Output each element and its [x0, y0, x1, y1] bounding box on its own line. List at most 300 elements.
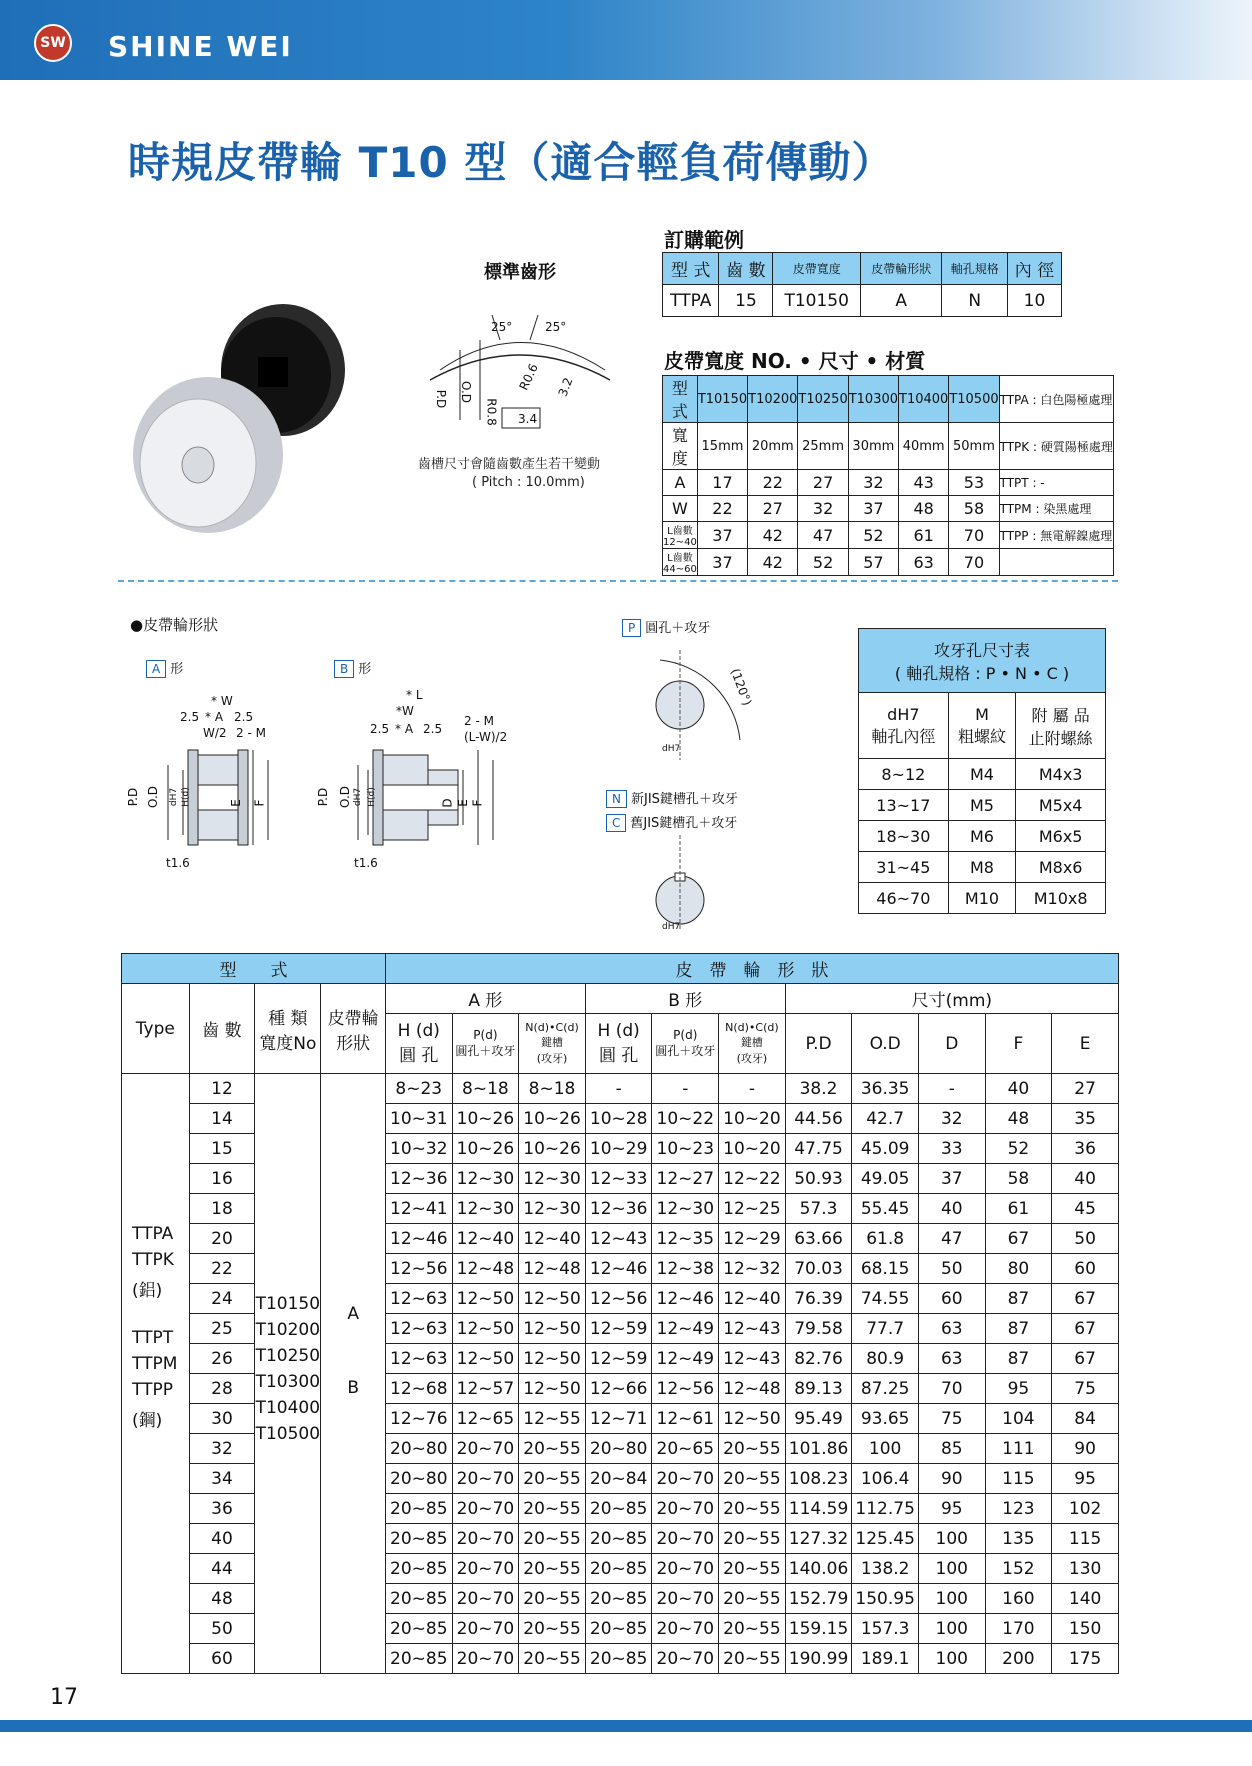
belt-cell: 25mm [798, 423, 848, 470]
table-cell: 20~55 [719, 1614, 786, 1644]
b-hd: H(d) [366, 787, 377, 807]
table-cell: 67 [1052, 1344, 1119, 1374]
table-cell: 93.65 [852, 1404, 919, 1434]
logo-icon: SW [34, 24, 72, 62]
table-cell: 12~30 [519, 1194, 586, 1224]
table-cell: 20~70 [452, 1434, 519, 1464]
table-cell: 12~36 [385, 1164, 452, 1194]
belt-cell: 42 [748, 549, 798, 576]
main-spec-table [121, 953, 1119, 1674]
teeth-cell: 26 [189, 1344, 255, 1374]
table-cell: 12~50 [519, 1374, 586, 1404]
belt-cell: 57 [848, 549, 898, 576]
teeth-cell: 32 [189, 1434, 255, 1464]
table-cell: 104 [985, 1404, 1052, 1434]
table-cell: 12~56 [652, 1374, 719, 1404]
table-cell: 12~65 [452, 1404, 519, 1434]
table-cell: 8~23 [385, 1074, 452, 1104]
h-form: 皮帶輪 形狀 [321, 984, 386, 1074]
bore-n-drawing [640, 835, 720, 930]
b-d: D [440, 798, 455, 808]
table-cell: 74.55 [852, 1284, 919, 1314]
table-cell: 58 [985, 1164, 1052, 1194]
bore-n-box: N [606, 790, 627, 808]
table-cell: 50 [1052, 1224, 1119, 1254]
table-cell: 12~71 [585, 1404, 652, 1434]
h-a-nd: N(d)•C(d) 鍵槽 (攻牙) [519, 1014, 586, 1074]
h-dim-od: O.D [852, 1014, 919, 1074]
h-b-pd: P(d) 圓孔＋攻牙 [652, 1014, 719, 1074]
table-cell: 12~76 [385, 1404, 452, 1434]
table-cell: 20~65 [652, 1434, 719, 1464]
tooth-profile-heading: 標準齒形 [484, 262, 556, 283]
teeth-cell: 14 [189, 1104, 255, 1134]
shape-b-tag [334, 658, 371, 678]
table-cell: 49.05 [852, 1164, 919, 1194]
table-cell: 12~50 [452, 1344, 519, 1374]
table-cell: 63.66 [785, 1224, 852, 1254]
table-cell: 50 [918, 1254, 985, 1284]
tap-h-dh7: dH7 軸孔內徑 [859, 693, 949, 759]
table-cell: 12~48 [452, 1254, 519, 1284]
belt-finish-note: TTPK : 硬質陽極處理 [999, 423, 1113, 470]
h-dim-f: F [985, 1014, 1052, 1074]
table-cell: 40 [985, 1074, 1052, 1104]
belt-cell: 22 [748, 470, 798, 496]
table-cell: 12~30 [519, 1164, 586, 1194]
r08-label: R0.8 [484, 398, 499, 426]
h-b-nd: N(d)•C(d) 鍵槽 (攻牙) [719, 1014, 786, 1074]
b-t: t1.6 [354, 856, 378, 870]
table-cell: 12~63 [385, 1284, 452, 1314]
table-cell: 20~55 [519, 1644, 586, 1674]
table-cell: 12~40 [719, 1284, 786, 1314]
b-m: 2 - M [464, 714, 494, 728]
a-dh7: dH7 [169, 787, 180, 807]
table-cell: 20~70 [452, 1614, 519, 1644]
table-cell: 20~55 [519, 1614, 586, 1644]
table-cell: 12~30 [452, 1164, 519, 1194]
table-cell: 20~70 [652, 1644, 719, 1674]
tap-cell: 46~70 [859, 883, 949, 914]
table-cell: 20~55 [519, 1494, 586, 1524]
table-cell: 12~30 [652, 1194, 719, 1224]
b-25b: 2.5 [423, 722, 443, 736]
table-cell: 10~29 [585, 1134, 652, 1164]
type-line: TTPP [132, 1380, 173, 1400]
belt-cell: 32 [798, 496, 848, 522]
table-cell: 12~63 [385, 1314, 452, 1344]
a-m: 2 - M [236, 726, 266, 740]
order-v-shape: A [860, 285, 942, 317]
table-cell: 112.75 [852, 1494, 919, 1524]
table-cell: 84 [1052, 1404, 1119, 1434]
table-cell: 61.8 [852, 1224, 919, 1254]
bore-angle: (120°) [728, 666, 755, 708]
belt-cell: 70 [949, 522, 999, 549]
b-a: * A [395, 722, 414, 736]
tap-cell: 8~12 [859, 759, 949, 790]
table-cell: 20~55 [719, 1524, 786, 1554]
table-cell: 111 [985, 1434, 1052, 1464]
table-cell: 10~26 [452, 1104, 519, 1134]
order-v-teeth: 15 [719, 285, 773, 317]
table-cell: 150 [1052, 1614, 1119, 1644]
table-cell: 10~20 [719, 1104, 786, 1134]
h-a-shape: A 形 [385, 984, 585, 1014]
tap-h-acc: 附 屬 品 止附螺絲 [1016, 693, 1106, 759]
a-25b: 2.5 [234, 710, 254, 724]
belt-width-row [663, 423, 1114, 470]
belt-cell: T10200 [748, 376, 798, 423]
kind-line: T10200 [255, 1320, 321, 1340]
shape-a-tag [146, 658, 183, 678]
table-cell: - [918, 1074, 985, 1104]
table-cell: 130 [1052, 1554, 1119, 1584]
form-cell [321, 1074, 386, 1674]
tap-row [859, 790, 1106, 821]
table-cell: 12~43 [719, 1314, 786, 1344]
type-line: (鋼) [132, 1411, 163, 1431]
table-cell: 79.58 [785, 1314, 852, 1344]
tap-h-m: M 粗螺紋 [948, 693, 1016, 759]
pd-label: P.D [434, 389, 449, 409]
belt-cell: 52 [848, 522, 898, 549]
table-cell: 12~63 [385, 1344, 452, 1374]
belt-cell: 30mm [848, 423, 898, 470]
teeth-cell: 44 [189, 1554, 255, 1584]
table-cell: 20~80 [385, 1464, 452, 1494]
table-cell: 12~49 [652, 1344, 719, 1374]
table-cell: 12~43 [719, 1344, 786, 1374]
table-cell: 12~35 [652, 1224, 719, 1254]
a-w2: W/2 [203, 726, 227, 740]
table-cell: 48 [985, 1104, 1052, 1134]
order-v-inner: 10 [1007, 285, 1061, 317]
table-cell: 12~49 [652, 1314, 719, 1344]
table-cell: 20~70 [652, 1554, 719, 1584]
h-dims: 尺寸(mm) [785, 984, 1118, 1014]
table-cell: 10~26 [452, 1134, 519, 1164]
table-cell: 67 [985, 1224, 1052, 1254]
order-example-table [662, 252, 1062, 317]
h-model: 型 式 [122, 954, 386, 984]
teeth-cell: 25 [189, 1314, 255, 1344]
belt-row-label: 寬 度 [663, 423, 698, 470]
a-e: E [228, 799, 243, 807]
table-cell: 100 [918, 1524, 985, 1554]
a-25a: 2.5 [180, 710, 200, 724]
table-cell: 95 [918, 1494, 985, 1524]
a-t: t1.6 [166, 856, 190, 870]
brand-name: SHINE WEI [108, 30, 293, 63]
a-f: F [252, 799, 267, 807]
table-cell: 20~85 [385, 1584, 452, 1614]
belt-cell: 53 [949, 470, 999, 496]
table-cell: 55.45 [852, 1194, 919, 1224]
belt-finish-note: TTPT : - [999, 470, 1113, 496]
silver-pulley-image [133, 377, 283, 533]
order-h-width: 皮帶寬度 [773, 253, 860, 285]
table-cell: 12~56 [385, 1254, 452, 1284]
table-cell: 12~50 [719, 1404, 786, 1434]
h-a-pd: P(d) 圓孔＋攻牙 [452, 1014, 519, 1074]
tap-cell: M8 [948, 852, 1016, 883]
table-cell: 101.86 [785, 1434, 852, 1464]
tooth-note: 齒槽尺寸會隨齒數產生若干變動 [418, 457, 601, 472]
table-cell: 100 [918, 1614, 985, 1644]
table-cell: 159.15 [785, 1614, 852, 1644]
table-cell: 12~57 [452, 1374, 519, 1404]
teeth-cell: 28 [189, 1374, 255, 1404]
pitch-note: ( Pitch : 10.0mm) [472, 475, 585, 490]
table-cell: 20~70 [452, 1584, 519, 1614]
table-cell: 52 [985, 1134, 1052, 1164]
table-cell: 170 [985, 1614, 1052, 1644]
teeth-cell: 24 [189, 1284, 255, 1314]
table-cell: 36 [1052, 1134, 1119, 1164]
belt-finish-note: TTPM : 染黑處理 [999, 496, 1113, 522]
table-cell: 20~55 [519, 1584, 586, 1614]
h-dim-d: D [918, 1014, 985, 1074]
tap-cell: 13~17 [859, 790, 949, 821]
tap-row [859, 821, 1106, 852]
table-cell: 20~85 [385, 1524, 452, 1554]
belt-cell: 15mm [697, 423, 747, 470]
order-v-model: TTPA [663, 285, 719, 317]
b-lw2: (L-W)/2 [464, 730, 508, 744]
table-cell: 12~40 [519, 1224, 586, 1254]
shape-b-label: 形 [358, 662, 372, 677]
table-cell: 20~84 [585, 1464, 652, 1494]
belt-cell: 58 [949, 496, 999, 522]
teeth-cell: 18 [189, 1194, 255, 1224]
table-cell: 75 [1052, 1374, 1119, 1404]
table-cell: 20~70 [452, 1494, 519, 1524]
belt-row-label: L齒數44~60 [663, 549, 698, 576]
belt-cell: 37 [697, 522, 747, 549]
order-example-heading: 訂購範例 [664, 228, 744, 252]
table-cell: 95.49 [785, 1404, 852, 1434]
table-cell: 150.95 [852, 1584, 919, 1614]
table-cell: 20~85 [585, 1644, 652, 1674]
belt-width-heading: 皮帶寬度 NO. • 尺寸 • 材質 [664, 349, 926, 373]
kind-cell [255, 1074, 321, 1674]
table-cell: 10~26 [519, 1104, 586, 1134]
table-cell: 10~23 [652, 1134, 719, 1164]
table-cell: 152.79 [785, 1584, 852, 1614]
table-cell: 10~26 [519, 1134, 586, 1164]
table-cell: 82.76 [785, 1344, 852, 1374]
table-row [122, 1074, 1119, 1104]
order-v-bore: N [942, 285, 1008, 317]
table-cell: 12~46 [652, 1284, 719, 1314]
table-cell: 87 [985, 1284, 1052, 1314]
table-cell: 20~85 [385, 1554, 452, 1584]
tap-cell: M5x4 [1016, 790, 1106, 821]
bore-n-tag [606, 788, 738, 808]
table-cell: 50.93 [785, 1164, 852, 1194]
h-type: Type [122, 984, 190, 1074]
table-cell: 12~32 [719, 1254, 786, 1284]
a-a: * A [205, 710, 224, 724]
table-cell: 125.45 [852, 1524, 919, 1554]
table-cell: 12~38 [652, 1254, 719, 1284]
table-cell: 108.23 [785, 1464, 852, 1494]
table-cell: 20~80 [385, 1434, 452, 1464]
tap-row [859, 883, 1106, 914]
teeth-cell: 34 [189, 1464, 255, 1494]
table-cell: 20~55 [519, 1554, 586, 1584]
table-cell: 35 [1052, 1104, 1119, 1134]
h-b-hd: H (d) 圓 孔 [585, 1014, 652, 1074]
table-cell: 60 [1052, 1254, 1119, 1284]
table-cell: 12~50 [519, 1284, 586, 1314]
table-cell: 20~70 [652, 1614, 719, 1644]
table-cell: 44.56 [785, 1104, 852, 1134]
table-cell: 70 [918, 1374, 985, 1404]
table-cell: 10~28 [585, 1104, 652, 1134]
table-cell: 57.3 [785, 1194, 852, 1224]
table-cell: 115 [985, 1464, 1052, 1494]
belt-cell: 47 [798, 522, 848, 549]
table-cell: 189.1 [852, 1644, 919, 1674]
bore-p-tag [622, 617, 710, 637]
tap-cell: M10x8 [1016, 883, 1106, 914]
tap-cell: M4 [948, 759, 1016, 790]
tap-table [858, 628, 1106, 914]
table-cell: 10~22 [652, 1104, 719, 1134]
teeth-cell: 60 [189, 1644, 255, 1674]
belt-finish-note [999, 549, 1113, 576]
order-h-shape: 皮帶輪形狀 [860, 253, 942, 285]
table-cell: 20~55 [719, 1584, 786, 1614]
table-cell: 75 [918, 1404, 985, 1434]
table-cell: 12~55 [519, 1404, 586, 1434]
table-cell: 90 [1052, 1434, 1119, 1464]
tap-cell: M10 [948, 883, 1016, 914]
table-cell: 114.59 [785, 1494, 852, 1524]
belt-width-row [663, 470, 1114, 496]
h-kind: 種 類 寬度No [255, 984, 321, 1074]
kind-line: T10400 [255, 1398, 321, 1418]
table-cell: 47 [918, 1224, 985, 1254]
table-cell: 20~70 [452, 1464, 519, 1494]
b-25a: 2.5 [370, 722, 390, 736]
table-cell: 33 [918, 1134, 985, 1164]
shape-b-box: B [334, 660, 354, 678]
table-cell: 67 [1052, 1284, 1119, 1314]
table-cell: 89.13 [785, 1374, 852, 1404]
table-cell: 20~55 [519, 1434, 586, 1464]
tap-cell: 31~45 [859, 852, 949, 883]
order-h-inner: 內 徑 [1007, 253, 1061, 285]
table-cell: 20~70 [652, 1524, 719, 1554]
b-od: O.D [338, 785, 353, 809]
belt-finish-note: TTPP : 無電解鎳處理 [999, 522, 1113, 549]
table-cell: 8~18 [519, 1074, 586, 1104]
belt-cell: T10250 [798, 376, 848, 423]
table-cell: 157.3 [852, 1614, 919, 1644]
order-h-teeth: 齒 數 [719, 253, 773, 285]
footer-bar [0, 1720, 1252, 1732]
table-cell: 20~55 [719, 1464, 786, 1494]
teeth-cell: 15 [189, 1134, 255, 1164]
b-dh7: dH7 [353, 787, 364, 807]
table-cell: 12~56 [585, 1284, 652, 1314]
belt-cell: 20mm [748, 423, 798, 470]
h-shape: 皮 帶 輪 形 狀 [385, 954, 1118, 984]
table-cell: 80.9 [852, 1344, 919, 1374]
tap-row [859, 759, 1106, 790]
bore-c-box: C [606, 814, 626, 832]
table-cell: 12~59 [585, 1314, 652, 1344]
table-cell: 12~40 [452, 1224, 519, 1254]
order-h-model: 型 式 [663, 253, 719, 285]
tap-row [859, 852, 1106, 883]
table-cell: 20~85 [385, 1494, 452, 1524]
r06-label: R0.6 [516, 361, 541, 393]
table-cell: 76.39 [785, 1284, 852, 1314]
page-title: 時規皮帶輪 T10 型（適合輕負荷傳動） [128, 138, 895, 187]
table-cell: 10~32 [385, 1134, 452, 1164]
table-cell: 95 [1052, 1464, 1119, 1494]
shape-a-drawing [128, 690, 278, 875]
table-cell: 115 [1052, 1524, 1119, 1554]
bore-n-label: 新JIS鍵槽孔＋攻牙 [630, 792, 738, 807]
table-cell: 12~43 [585, 1224, 652, 1254]
table-cell: 87.25 [852, 1374, 919, 1404]
belt-cell: 37 [848, 496, 898, 522]
table-cell: 70.03 [785, 1254, 852, 1284]
bore-n-dh7: dH7 [662, 922, 681, 932]
form-line: A [347, 1304, 359, 1324]
teeth-cell: 12 [189, 1074, 255, 1104]
table-cell: 20~85 [585, 1614, 652, 1644]
tap-cell: M6 [948, 821, 1016, 852]
h-dim-e: E [1052, 1014, 1119, 1074]
bore-c-label: 舊JIS鍵槽孔＋攻牙 [630, 816, 738, 831]
table-cell: - [719, 1074, 786, 1104]
shape-a-label: 形 [170, 662, 184, 677]
table-cell: - [585, 1074, 652, 1104]
table-cell: 12~29 [719, 1224, 786, 1254]
table-cell: 102 [1052, 1494, 1119, 1524]
table-cell: 20~85 [585, 1524, 652, 1554]
type-line [132, 1302, 189, 1328]
teeth-cell: 30 [189, 1404, 255, 1434]
a-pd: P.D [126, 787, 141, 807]
table-cell: 20~55 [719, 1554, 786, 1584]
belt-cell: 61 [899, 522, 949, 549]
teeth-cell: 20 [189, 1224, 255, 1254]
table-cell: 12~46 [585, 1254, 652, 1284]
belt-width-table [662, 375, 1114, 576]
belt-row-label: A [663, 470, 698, 496]
tap-cell: M5 [948, 790, 1016, 821]
shapes-heading: ●皮帶輪形狀 [130, 616, 219, 634]
teeth-cell: 22 [189, 1254, 255, 1284]
table-cell: 100 [918, 1584, 985, 1614]
d34-label: 3.4 [518, 412, 538, 426]
table-cell: 20~55 [719, 1644, 786, 1674]
table-cell: 100 [918, 1644, 985, 1674]
a-hd: H(d) [180, 787, 191, 807]
table-cell: 20~55 [519, 1524, 586, 1554]
belt-row-label: 型 式 [663, 376, 698, 423]
table-cell: 38.2 [785, 1074, 852, 1104]
teeth-cell: 50 [189, 1614, 255, 1644]
